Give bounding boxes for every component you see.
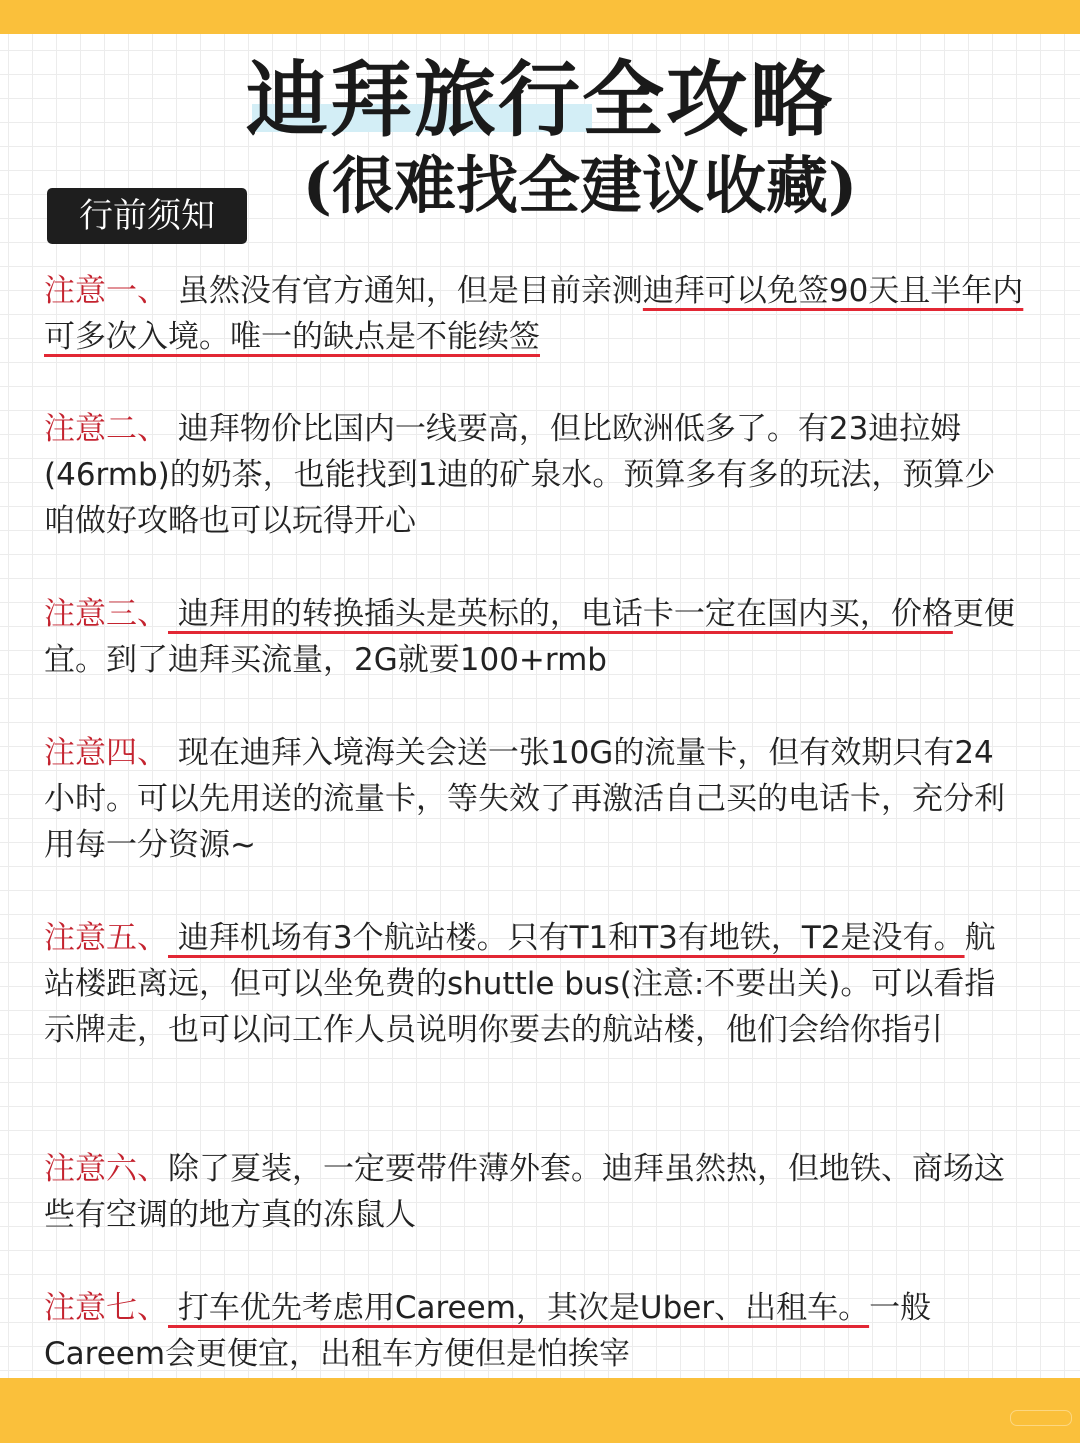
note-label: 注意一、: [44, 273, 168, 309]
note-underlined-text: 迪拜可以免签90天且半年内可多次入境。唯一的缺点是不能续签: [44, 273, 1024, 355]
note-7: [44, 1285, 1024, 1377]
bottom-yellow-band: [0, 1378, 1080, 1443]
note-1: [44, 268, 1024, 360]
top-yellow-band: [0, 0, 1080, 34]
note-label: 注意二、: [44, 411, 168, 447]
note-underlined-text: 迪拜用的转换插头是英标的，电话卡一定在国内买，价格: [168, 596, 953, 632]
note-label: 注意五、: [44, 920, 168, 956]
note-text: 航站楼距离远，但可以坐免费的shuttle bus(注意:不要出关)。可以看指示牌走，也可以问工作人员说明你要去的航站楼，他们会给你指引: [44, 920, 996, 1048]
note-text: 现在迪拜入境海关会送一张10G的流量卡，但有效期只有24小时。可以先用送的流量卡，等失效了再激活自己买的电话卡，充分利用每一分资源~: [44, 735, 1005, 863]
page-subtitle: (很难找全建议收藏): [302, 149, 858, 222]
note-label: 注意七、: [44, 1290, 168, 1326]
note-label: 注意三、: [44, 596, 168, 632]
note-text: 虽然没有官方通知，但是目前亲测: [168, 273, 643, 309]
note-6: [44, 1146, 1024, 1238]
note-text: 迪拜物价比国内一线要高，但比欧洲低多了。有23迪拉姆(46rmb)的奶茶，也能找到1迪的矿泉水。预算多有多的玩法，预算少咱做好攻略也可以玩得开心: [44, 411, 996, 539]
page-title: 迪拜旅行全攻略: [245, 52, 834, 148]
note-5: [44, 915, 1024, 1053]
note-underlined-text: 迪拜机场有3个航站楼。只有T1和T3有地铁，T2是没有。: [168, 920, 965, 956]
note-label: 注意六、: [44, 1151, 168, 1187]
note-text: 除了夏装，一定要带件薄外套。迪拜虽然热，但地铁、商场这些有空调的地方真的冻鼠人: [44, 1151, 1005, 1233]
note-text: 更便宜。到了迪拜买流量，2G就要100+rmb: [44, 596, 1015, 678]
note-3: [44, 591, 1024, 683]
watermark-icon: [1010, 1410, 1072, 1426]
note-4: [44, 730, 1024, 868]
note-label: 注意四、: [44, 735, 168, 771]
note-text: 一般Careem会更便宜，出租车方便但是怕挨宰: [44, 1290, 932, 1372]
note-2: [44, 406, 1024, 544]
section-tag: 行前须知: [47, 188, 247, 244]
note-underlined-text: 打车优先考虑用Careem，其次是Uber、出租车。: [168, 1290, 870, 1326]
